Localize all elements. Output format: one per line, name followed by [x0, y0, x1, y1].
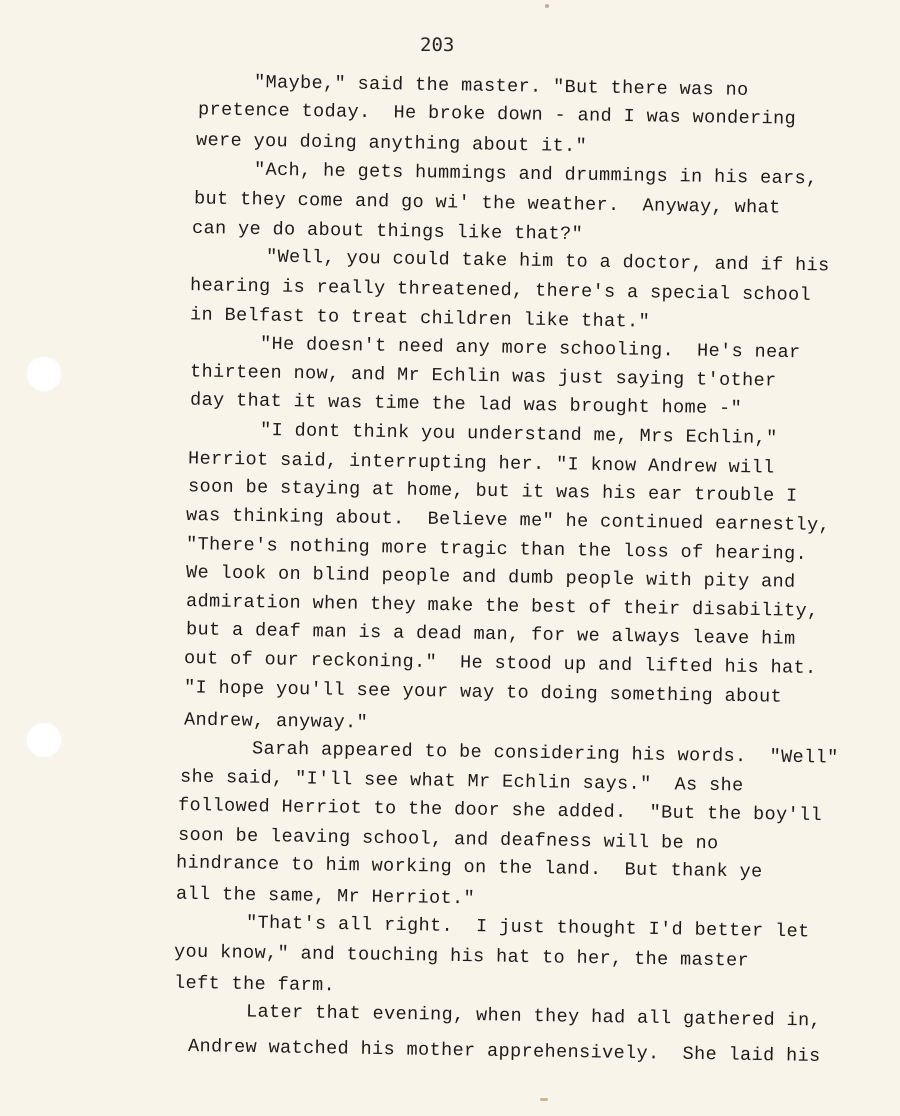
text-line: "Maybe," said the master. "But there was no: [253, 72, 749, 101]
text-line: all the same, Mr Herriot.": [175, 883, 476, 910]
text-line: but they come and go wi' the weather. Anyway, what: [193, 188, 781, 219]
text-line: "Well, you could take him to a doctor, and if his: [265, 246, 830, 277]
text-line: left the farm.: [173, 972, 336, 997]
text-line: "I hope you'll see your way to doing something about: [183, 677, 783, 708]
text-line: were you doing anything about it.": [195, 129, 588, 158]
text-line: soon be leaving school, and deafness will be no: [177, 824, 719, 855]
paper-speck: [540, 1098, 548, 1101]
text-line: followed Herriot to the door she added. "But the boy'll: [177, 794, 823, 827]
text-line: day that it was time the lad was brought home -": [189, 389, 743, 420]
text-line: was thinking about. Believe me" he continued earnestly,: [185, 504, 831, 537]
text-line: but a deaf man is a dead man, for we always leave him: [185, 619, 796, 650]
text-line: you know," and touching his hat to her, the master: [173, 941, 750, 972]
text-line: "Ach, he gets hummings and drummings in his ears,: [253, 159, 818, 190]
page-number: 203: [420, 34, 455, 56]
text-line: soon be staying at home, but it was his ear trouble I: [187, 476, 798, 507]
text-line: she said, "I'll see what Mr Echlin says." As she: [179, 766, 744, 797]
text-line: "I dont think you understand me, Mrs Echlin,": [259, 419, 778, 450]
text-line: We look on blind people and dumb people with pity and: [185, 562, 796, 593]
text-line: thirteen now, and Mr Echlin was just saying t'other: [189, 361, 777, 392]
text-line: admiration when they make the best of their disability,: [185, 591, 819, 622]
text-line: in Belfast to treat children like that.": [189, 304, 651, 333]
text-line: out of our reckoning." He stood up and lifted his hat.: [183, 648, 817, 679]
text-line: "He doesn't need any more schooling. He's near: [259, 333, 801, 364]
text-line: hearing is really threatened, there's a special school: [189, 275, 812, 306]
text-line: hindrance to him working on the land. But thank ye: [175, 852, 763, 883]
text-line: Andrew watched his mother apprehensively. She laid his: [187, 1036, 821, 1067]
text-line: Sarah appeared to be considering his words. "Well": [251, 738, 839, 769]
text-line: Herriot said, interrupting her. "I know Andrew will: [187, 448, 775, 479]
text-line: Andrew, anyway.": [183, 709, 369, 734]
text-line: can ye do about things like that?": [191, 217, 584, 246]
text-line: Later that evening, when they had all gathered in,: [245, 1001, 822, 1032]
text-line: pretence today. He broke down - and I was wondering: [197, 99, 797, 130]
text-line: "That's all right. I just thought I'd better let: [245, 912, 810, 943]
text-line: "There's nothing more tragic than the loss of hearing.: [185, 534, 808, 565]
